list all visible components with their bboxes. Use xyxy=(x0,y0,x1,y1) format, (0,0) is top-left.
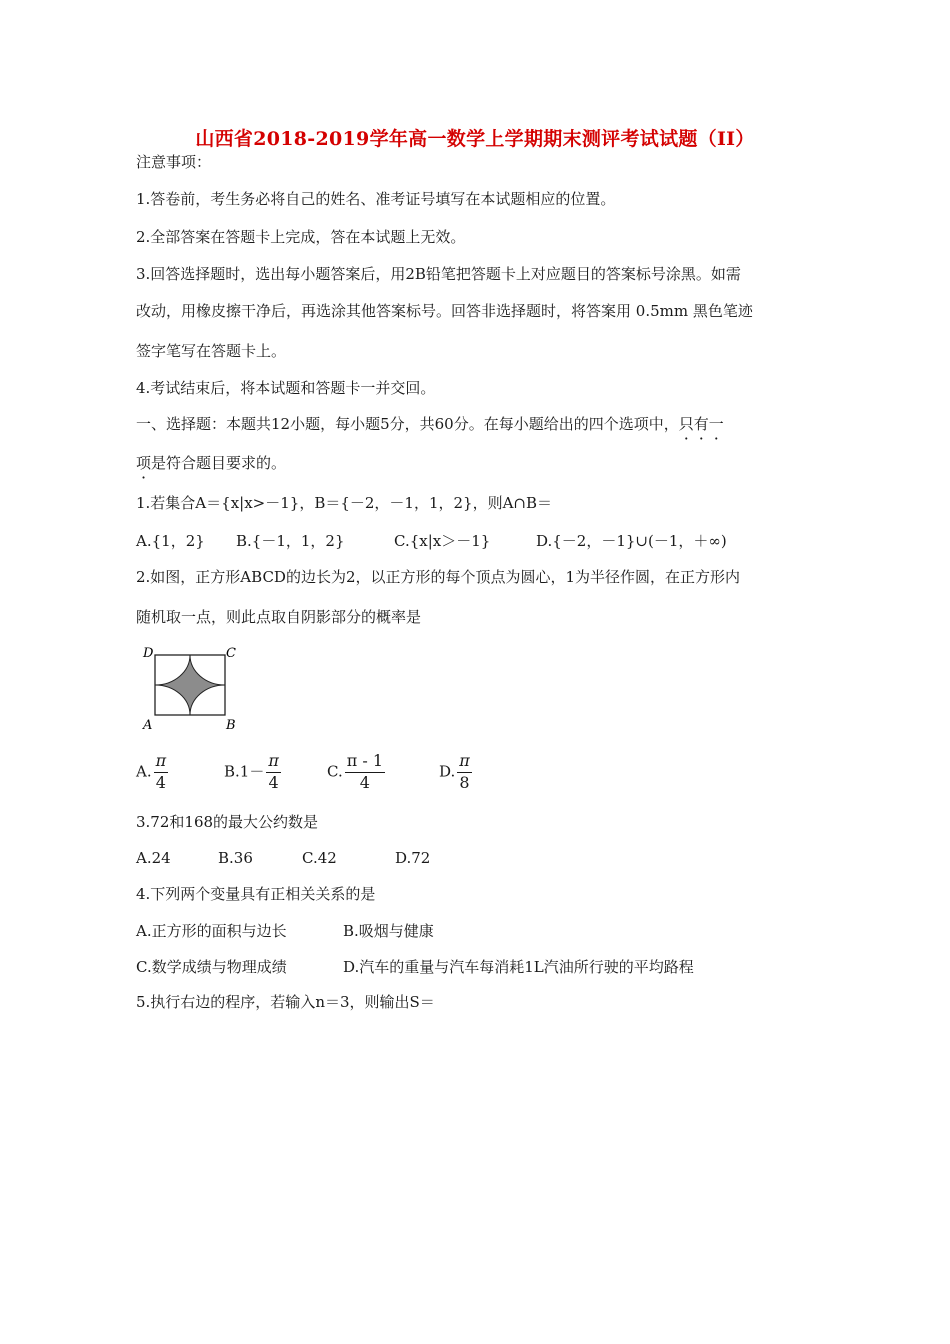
fraction-denominator: 8 xyxy=(459,773,470,792)
option-c: C.42 xyxy=(302,849,337,867)
question-4-options-row1 xyxy=(136,920,836,940)
option-a: A.24 xyxy=(136,849,171,867)
fraction xyxy=(457,752,472,793)
option-d: D.{－2，－1}∪(－1，＋∞) xyxy=(536,532,727,550)
question-4-stem: 4.下列两个变量具有正相关关系的是 xyxy=(136,885,376,903)
question-4-options-row2 xyxy=(136,956,836,976)
option-d: D.汽车的重量与汽车每消耗1L汽油所行驶的平均路程 xyxy=(343,958,694,976)
section-intro-line2 xyxy=(136,453,286,473)
page-title: 山西省2018-2019学年高一数学上学期期末测评考试试题（II） xyxy=(195,128,755,150)
fraction-denominator: 4 xyxy=(359,773,370,792)
fraction-denominator: 4 xyxy=(155,773,166,792)
option-c: C.数学成绩与物理成绩 xyxy=(136,958,287,976)
option-prefix: B.1－ xyxy=(224,762,265,781)
option-b: B.{－1，1，2} xyxy=(236,532,345,550)
vertex-label-c: C xyxy=(226,646,236,661)
option-prefix: D. xyxy=(439,762,456,781)
square-figure xyxy=(140,643,240,733)
notice-item-2: 2.全部答案在答题卡上完成，答在本试题上无效。 xyxy=(136,228,466,246)
option-a: A.{1，2} xyxy=(136,532,205,550)
question-3-stem: 3.72和168的最大公约数是 xyxy=(136,813,319,831)
question-2-options xyxy=(136,752,836,798)
fraction-numerator: π xyxy=(457,752,472,773)
notice-item-3: 3.回答选择题时，选出每小题答案后，用2B铅笔把答题卡上对应题目的答案标号涂黑。如需 xyxy=(136,265,741,283)
section-intro-text: 一、选择题：本题共12小题，每小题5分，共60分。在每小题给出的四个选项中， xyxy=(136,415,679,433)
notice-item-3-cont: 改动，用橡皮擦干净后，再选涂其他答案标号。回答非选择题时，将答案用 0.5mm 黑色笔迹 xyxy=(136,302,753,320)
question-1-stem: 1.若集合A＝{x|x>－1}，B＝{－2，－1，1，2}，则A∩B＝ xyxy=(136,494,553,512)
fraction-numerator: π xyxy=(154,752,169,773)
notice-item-4: 4.考试结束后，将本试题和答题卡一并交回。 xyxy=(136,379,436,397)
question-2-stem-cont: 随机取一点，则此点取自阴影部分的概率是 xyxy=(136,608,422,626)
notice-heading: 注意事项： xyxy=(136,153,212,171)
square-diagram xyxy=(140,643,240,733)
emphasis-char: 有 xyxy=(693,415,709,433)
option-b: B.吸烟与健康 xyxy=(343,922,434,940)
question-2-stem: 2.如图，正方形ABCD的边长为2，以正方形的每个顶点为圆心，1为半径作圆，在正方形内 xyxy=(136,568,741,586)
vertex-label-a: A xyxy=(143,718,153,733)
option-c xyxy=(327,752,385,793)
option-c: C.{x|x＞－1} xyxy=(394,532,491,550)
question-3-options xyxy=(136,849,536,869)
option-prefix: A. xyxy=(136,762,152,781)
fraction-numerator: π - 1 xyxy=(345,752,385,773)
fraction-numerator: π xyxy=(266,752,281,773)
fraction xyxy=(154,752,169,793)
option-prefix: C. xyxy=(327,762,343,781)
notice-item-3-end: 签字笔写在答题卡上。 xyxy=(136,342,287,360)
question-1-options xyxy=(136,530,836,550)
option-d: D.72 xyxy=(395,849,431,867)
option-b: B.36 xyxy=(218,849,253,867)
emphasis-char: 项 xyxy=(136,454,152,472)
section-intro xyxy=(136,414,724,434)
question-5-stem: 5.执行右边的程序，若输入n＝3，则输出S＝ xyxy=(136,993,435,1011)
option-a xyxy=(136,752,168,793)
fraction xyxy=(345,752,385,793)
option-d xyxy=(439,752,472,793)
emphasis-char: 一 xyxy=(708,415,724,433)
vertex-label-b: B xyxy=(226,718,236,733)
fraction xyxy=(266,752,281,793)
option-a: A.正方形的面积与边长 xyxy=(136,922,287,940)
vertex-label-d: D xyxy=(143,646,154,661)
notice-item-1: 1.答卷前，考生务必将自己的姓名、准考证号填写在本试题相应的位置。 xyxy=(136,190,616,208)
option-b xyxy=(224,752,281,793)
section-intro-rest: 是符合题目要求的。 xyxy=(151,454,287,472)
fraction-denominator: 4 xyxy=(268,773,279,792)
emphasis-char: 只 xyxy=(678,415,694,433)
